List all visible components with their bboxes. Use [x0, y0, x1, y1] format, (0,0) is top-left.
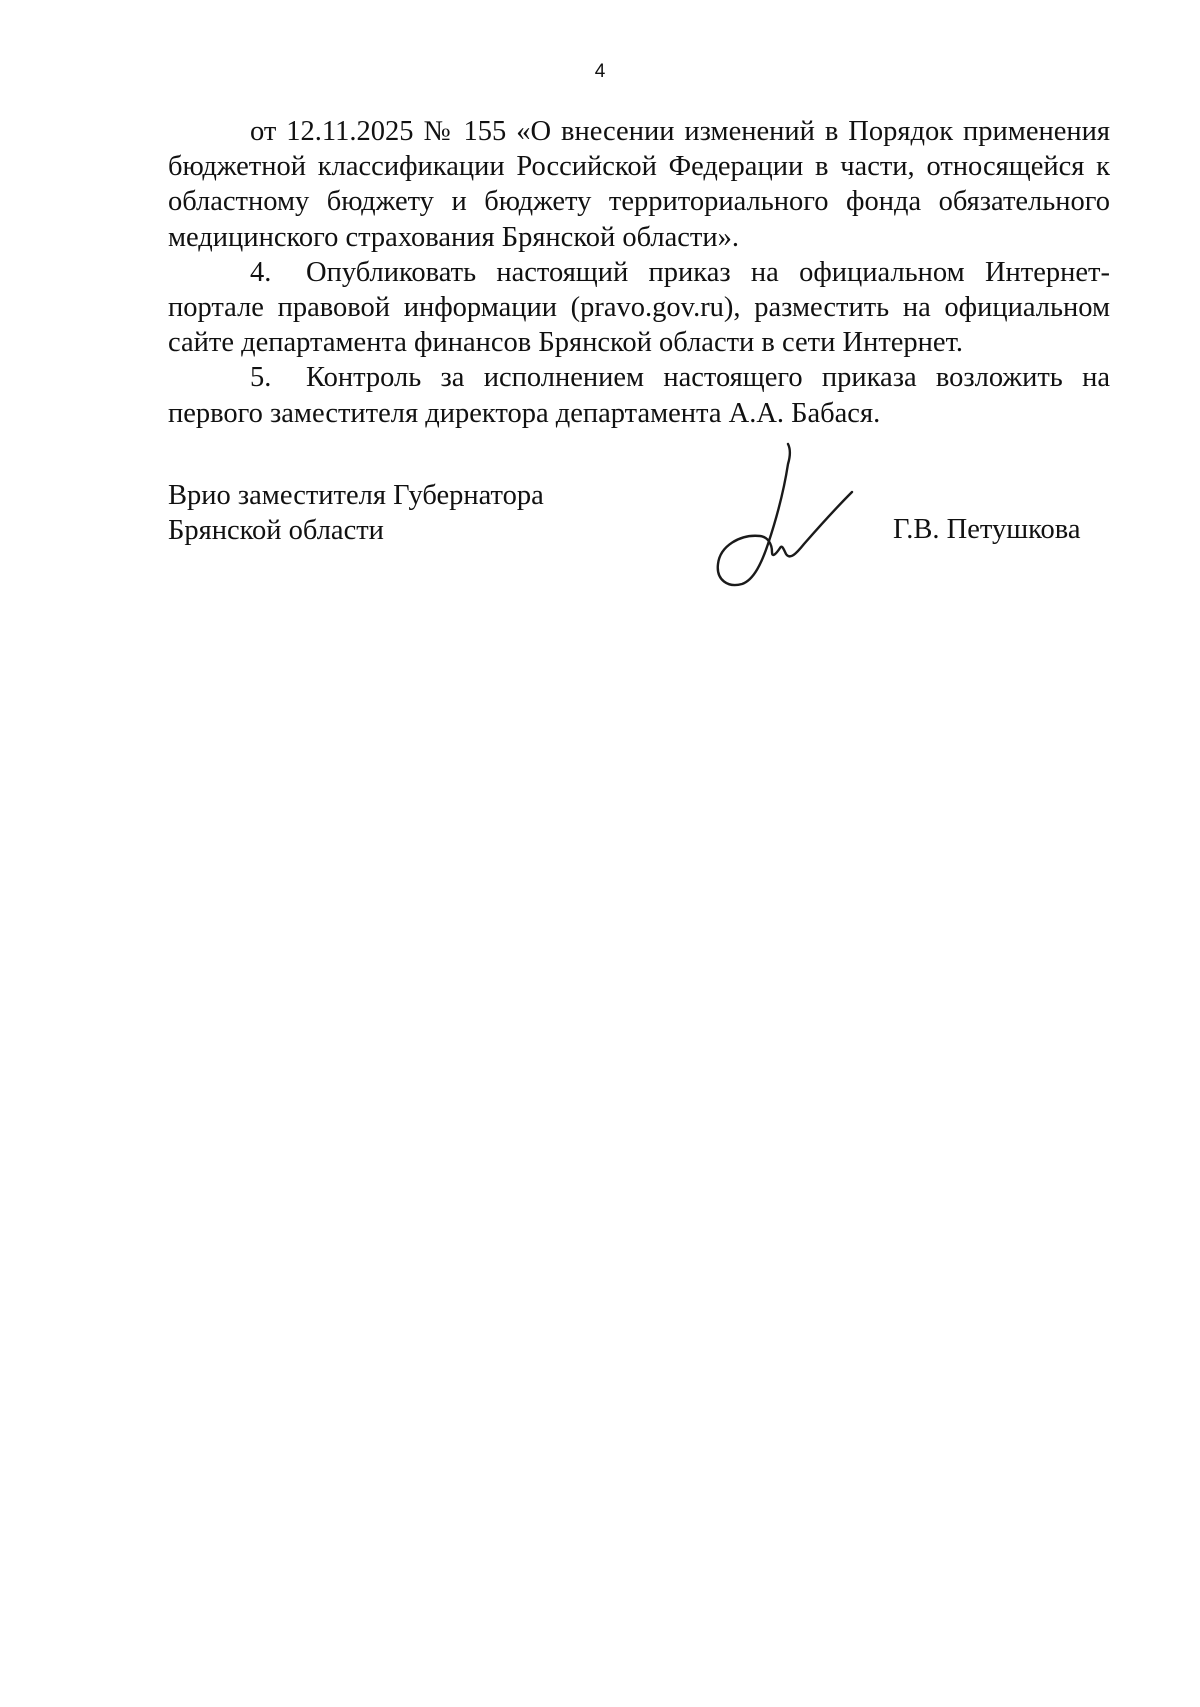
- paragraph-number: 5.: [250, 362, 272, 394]
- signer-position-line1: Врио заместителя Губернатора: [168, 480, 544, 511]
- signer-position-line2: Брянской области: [168, 515, 384, 546]
- paragraph-item-5: [168, 360, 1110, 430]
- signer-position: [168, 478, 544, 548]
- paragraph-text: Контроль за исполнением настоящего приказа возложить на первого заместителя директора департамента А.А. Бабася.: [168, 362, 1110, 429]
- handwritten-signature: [700, 440, 870, 590]
- document-body: [168, 114, 1110, 431]
- paragraph-text: от 12.11.2025 № 155 «О внесении изменений в Порядок применения бюджетной классификации Российской Федерации в части, относящейся к областному бюджету и бюджету территориального фонда обязательного медицинского страхования Брянской области».: [168, 116, 1110, 253]
- signatory-name: Г.В. Петушкова: [893, 514, 1081, 545]
- paragraph-continuation: [168, 114, 1110, 255]
- page-number: 4: [594, 61, 606, 82]
- paragraph-number: 4.: [250, 256, 272, 288]
- paragraph-text: Опубликовать настоящий приказ на официальном Интернет-портале правовой информации (pravo.gov.ru), разместить на официальном сайте департамента финансов Брянской области в сети Интернет.: [168, 256, 1110, 359]
- paragraph-item-4: [168, 255, 1110, 361]
